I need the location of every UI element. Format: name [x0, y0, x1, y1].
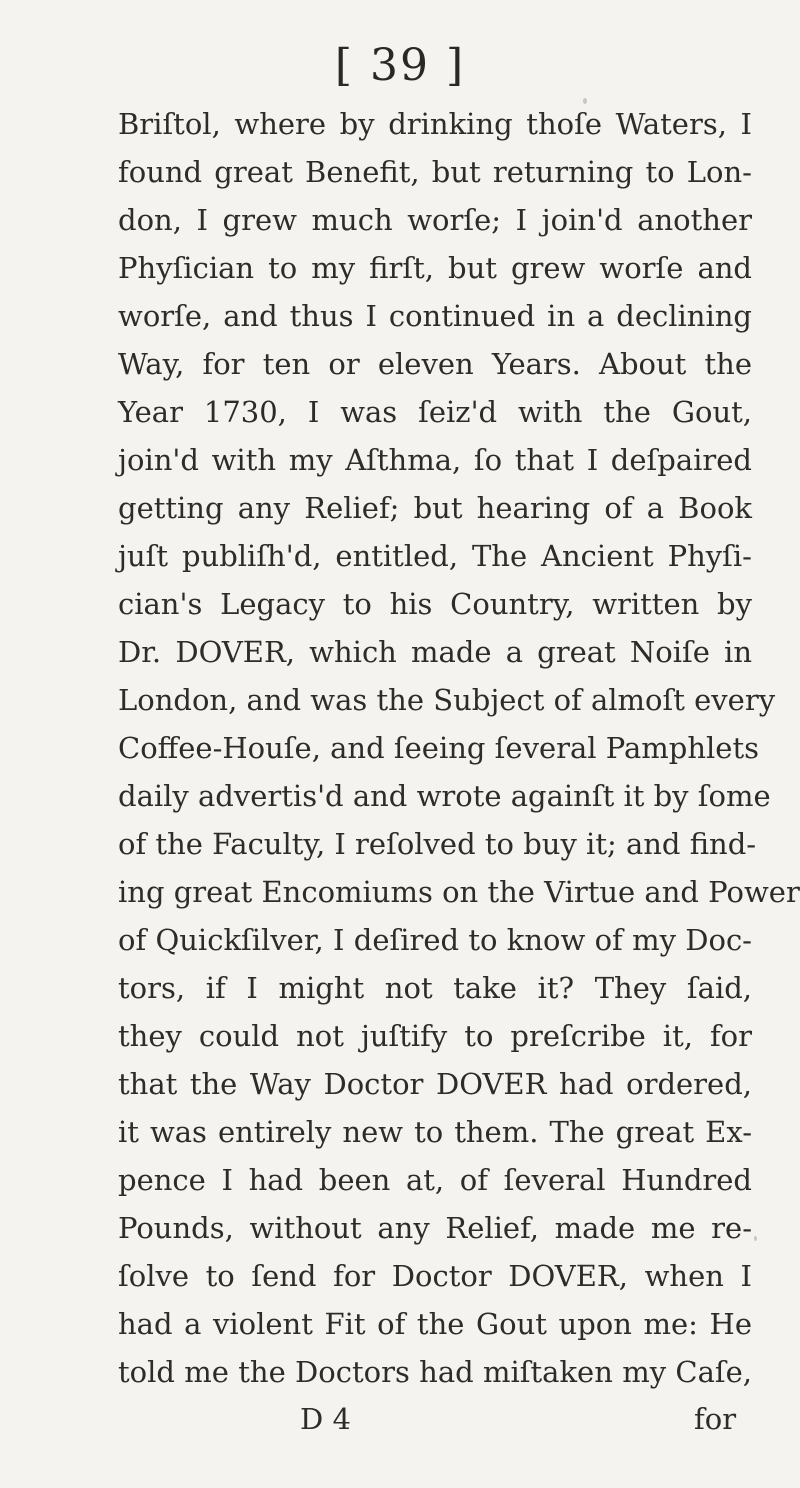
- text-line: of the Faculty, I reſolved to buy it; and find-: [118, 827, 757, 861]
- text-line: pence I had been at, of ſeveral Hundred: [118, 1163, 752, 1197]
- text-line: daily advertis'd and wrote againſt it by ſome: [118, 779, 771, 813]
- text-line: London, and was the Subject of almoſt every: [118, 683, 776, 717]
- text-line: had a violent Fit of the Gout upon me: He: [118, 1307, 752, 1341]
- text-line: worſe, and thus I continued in a declining: [118, 299, 752, 333]
- page-number-header: [ 39 ]: [334, 40, 466, 91]
- scan-speck: [583, 98, 587, 104]
- text-line: Briſtol, where by drinking thoſe Waters, I: [118, 107, 752, 141]
- text-line: Way, for ten or eleven Years. About the: [118, 347, 752, 381]
- text-line: Year 1730, I was ſeiz'd with the Gout,: [118, 395, 752, 429]
- text-line: Dr. DOVER, which made a great Noiſe in: [118, 635, 752, 669]
- catchword: for: [694, 1402, 737, 1436]
- text-line: they could not juſtify to preſcribe it, for: [118, 1019, 752, 1053]
- text-line: getting any Relief; but hearing of a Book: [118, 491, 752, 525]
- text-line: don, I grew much worſe; I join'd another: [118, 203, 752, 237]
- text-line: told me the Doctors had miſtaken my Caſe,: [118, 1355, 752, 1389]
- text-line: that the Way Doctor DOVER had ordered,: [118, 1067, 752, 1101]
- text-line: found great Benefit, but returning to Lon-: [118, 155, 752, 189]
- text-line: juſt publiſh'd, entitled, The Ancient Phyſi-: [118, 539, 752, 573]
- text-line: tors, if I might not take it? They ſaid,: [118, 971, 752, 1005]
- text-line: Coffee-Houſe, and ſeeing ſeveral Pamphlets: [118, 731, 759, 765]
- text-line: ſolve to ſend for Doctor DOVER, when I: [118, 1259, 752, 1293]
- scan-speck: [754, 1236, 757, 1241]
- signature-mark: D 4: [300, 1402, 351, 1436]
- text-line: join'd with my Aſthma, ſo that I deſpaired: [118, 443, 752, 477]
- text-line: cian's Legacy to his Country, written by: [118, 587, 752, 621]
- text-line: of Quickſilver, I deſired to know of my Doc-: [118, 923, 752, 957]
- text-line: it was entirely new to them. The great Ex-: [118, 1115, 752, 1149]
- text-line: ing great Encomiums on the Virtue and Power: [118, 875, 800, 909]
- text-line: Pounds, without any Relief, made me re-: [118, 1211, 752, 1245]
- text-line: Phyſician to my firſt, but grew worſe and: [118, 251, 752, 285]
